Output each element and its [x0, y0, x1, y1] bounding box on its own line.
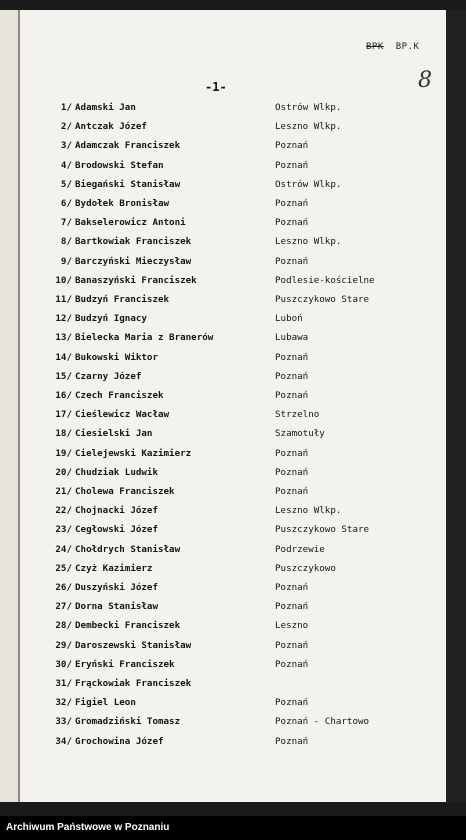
entry-name: Chojnacki Józef [75, 505, 158, 517]
list-item [20, 294, 448, 312]
list-item [20, 736, 448, 754]
entry-name: Cieślewicz Wacław [75, 409, 170, 421]
entry-place: Poznań [275, 159, 309, 171]
entry-name: Cielejewski Kazimierz [75, 447, 192, 459]
list-item [20, 601, 448, 619]
entry-name: Grochowina Józef [75, 735, 164, 747]
entry-number: 2/ [60, 121, 72, 133]
entry-name: Frąckowiak Franciszek [75, 678, 192, 689]
entry-place: Poznań - Chartowo [275, 716, 370, 728]
entry-name: Chołdrych Stanisław [75, 543, 181, 555]
archive-reference [366, 42, 419, 52]
entry-name: Antczak Józef [75, 121, 147, 133]
entry-name: Chudziak Ludwik [75, 466, 158, 478]
list-item [20, 716, 448, 734]
entry-place: Poznań [275, 351, 309, 363]
entry-place: Leszno Wlkp. [275, 505, 342, 517]
entry-place: Poznań [275, 658, 309, 670]
entry-number: 8/ [60, 236, 72, 248]
entry-place: Ostrów Wlkp. [275, 178, 342, 190]
entry-place: Poznań [275, 370, 309, 382]
list-item [20, 371, 448, 389]
entry-name: Daroszewski Stanisław [75, 639, 192, 651]
list-item [20, 179, 448, 197]
entry-number: 29/ [55, 639, 72, 651]
list-item [20, 409, 448, 427]
entry-number: 31/ [55, 678, 72, 689]
entry-place: Ostrów Wlkp. [275, 102, 342, 113]
struck-code: BPK [366, 42, 384, 52]
entry-number: 19/ [55, 447, 72, 459]
entry-place: Leszno [275, 620, 309, 632]
entry-number: 32/ [55, 697, 72, 709]
entry-number: 34/ [55, 735, 72, 747]
entry-number: 5/ [60, 178, 72, 190]
list-item [20, 582, 448, 600]
entry-place: Podlesie-kościelne [275, 274, 375, 286]
entry-number: 1/ [60, 102, 72, 113]
list-item [20, 620, 448, 638]
entry-place: Podrzewie [275, 543, 325, 555]
entry-place: Poznań [275, 697, 309, 709]
list-item [20, 198, 448, 216]
entry-number: 23/ [55, 524, 72, 536]
entry-name: Adamski Jan [75, 102, 136, 113]
entry-place: Puszczykowo Stare [275, 294, 370, 305]
entry-place: Poznań [275, 735, 309, 747]
entry-name: Ciesielski Jan [75, 428, 153, 440]
entry-number: 27/ [55, 601, 72, 613]
entry-place: Strzelno [275, 409, 320, 421]
handwritten-number: 8 [418, 68, 432, 93]
entry-name: Brodowski Stefan [75, 159, 164, 171]
list-item [20, 217, 448, 235]
list-item [20, 563, 448, 581]
list-item [20, 140, 448, 158]
entry-name: Duszyński Józef [75, 582, 158, 593]
entry-place: Poznań [275, 217, 309, 229]
entry-name: Bartkowiak Franciszek [75, 236, 192, 248]
entry-name: Dorna Stanisław [75, 601, 158, 613]
entry-number: 21/ [55, 486, 72, 497]
entry-place: Puszczykowo [275, 562, 336, 574]
archive-footer: Archiwum Państwowe w Poznaniu [0, 816, 466, 840]
binding-strip [0, 10, 19, 802]
entry-place: Szamotuły [275, 428, 325, 440]
entry-number: 13/ [55, 332, 72, 344]
entry-name: Dembecki Franciszek [75, 620, 181, 632]
list-item [20, 256, 448, 274]
entry-place: Poznań [275, 447, 309, 459]
entry-number: 14/ [55, 351, 72, 363]
entry-place: Poznań [275, 466, 309, 478]
list-item [20, 678, 448, 696]
list-item [20, 448, 448, 466]
entry-number: 20/ [55, 466, 72, 478]
entry-number: 24/ [55, 543, 72, 555]
list-item [20, 332, 448, 350]
entry-number: 33/ [55, 716, 72, 728]
entry-name: Figiel Leon [75, 697, 136, 709]
list-item [20, 236, 448, 254]
entry-number: 4/ [60, 159, 72, 171]
entry-place: Poznań [275, 198, 309, 209]
list-item [20, 275, 448, 293]
list-item [20, 486, 448, 504]
list-item [20, 352, 448, 370]
list-item [20, 160, 448, 178]
entry-number: 30/ [55, 658, 72, 670]
entry-name: Bukowski Wiktor [75, 351, 158, 363]
entry-number: 6/ [60, 198, 72, 209]
entry-number: 28/ [55, 620, 72, 632]
entry-name: Budzyń Ignacy [75, 313, 147, 325]
entry-place: Poznań [275, 390, 309, 401]
entry-number: 10/ [55, 274, 72, 286]
entry-number: 3/ [60, 140, 72, 152]
document-page [18, 10, 448, 802]
entry-place: Poznań [275, 601, 309, 613]
entry-place: Lubawa [275, 332, 309, 344]
entry-place: Poznań [275, 140, 309, 152]
entry-number: 18/ [55, 428, 72, 440]
list-item [20, 544, 448, 562]
entry-place: Luboń [275, 313, 303, 325]
list-item [20, 659, 448, 677]
page-number: -1- [205, 80, 227, 94]
entry-name: Czarny Józef [75, 370, 142, 382]
entry-place: Poznań [275, 639, 309, 651]
entry-place: Poznań [275, 255, 309, 267]
entry-name: Cholewa Franciszek [75, 486, 175, 497]
entry-number: 15/ [55, 370, 72, 382]
entry-number: 25/ [55, 562, 72, 574]
entry-name: Banaszyński Franciszek [75, 274, 197, 286]
entry-number: 12/ [55, 313, 72, 325]
entry-name: Gromadziński Tomasz [75, 716, 181, 728]
entry-name: Bakselerowicz Antoni [75, 217, 186, 229]
list-item [20, 102, 448, 120]
entry-place: Poznań [275, 582, 309, 593]
reference-code: BP.K [395, 42, 420, 52]
list-item [20, 640, 448, 658]
list-item [20, 467, 448, 485]
list-item [20, 121, 448, 139]
entry-name: Barczyński Mieczysław [75, 255, 192, 267]
entry-place: Leszno Wlkp. [275, 121, 342, 133]
entry-number: 16/ [55, 390, 72, 401]
entry-name: Biegański Stanisław [75, 178, 181, 190]
list-item [20, 524, 448, 542]
list-item [20, 505, 448, 523]
entry-number: 26/ [55, 582, 72, 593]
list-item [20, 697, 448, 715]
entry-place: Leszno Wlkp. [275, 236, 342, 248]
entry-name: Bielecka Maria z Branerów [75, 332, 214, 344]
list-item [20, 313, 448, 331]
scan-margin [446, 10, 466, 802]
entry-number: 7/ [60, 217, 72, 229]
entry-number: 22/ [55, 505, 72, 517]
entry-number: 17/ [55, 409, 72, 421]
entry-place: Puszczykowo Stare [275, 524, 370, 536]
entry-name: Adamczak Franciszek [75, 140, 181, 152]
entry-name: Czech Franciszek [75, 390, 164, 401]
entry-name: Czyż Kazimierz [75, 562, 153, 574]
list-item [20, 428, 448, 446]
entry-name: Bydołek Bronisław [75, 198, 170, 209]
entry-place: Poznań [275, 486, 309, 497]
entry-name: Cegłowski Józef [75, 524, 158, 536]
entry-number: 11/ [55, 294, 72, 305]
entry-name: Budzyń Franciszek [75, 294, 170, 305]
entry-number: 9/ [60, 255, 72, 267]
entry-name: Eryński Franciszek [75, 658, 175, 670]
list-item [20, 390, 448, 408]
